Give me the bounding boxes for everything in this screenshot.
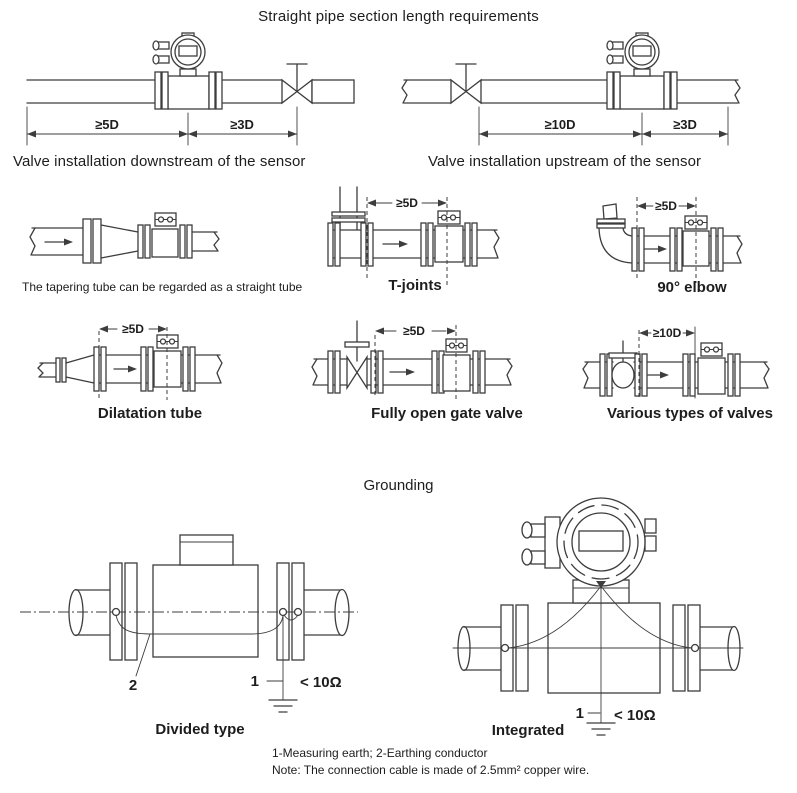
transmitter-head-icon	[607, 33, 659, 69]
dimension-lines	[99, 322, 167, 336]
flow-meter-sensor	[435, 211, 463, 262]
dimension-lines	[637, 199, 696, 213]
figure-grounding-divided	[0, 500, 400, 750]
dim-label-5d: ≥5D	[396, 196, 418, 210]
figure-grounding-integrated	[398, 485, 797, 753]
dimension-lines	[375, 324, 456, 338]
dimension-lines	[367, 196, 447, 210]
flow-meter-sensor	[698, 343, 725, 394]
figure-90-elbow	[580, 185, 795, 290]
flow-meter-sensor	[153, 33, 222, 109]
caption-90-elbow: 90° elbow	[657, 279, 727, 296]
transmitter-head-icon	[153, 33, 205, 69]
figure-valve-downstream	[10, 33, 375, 151]
resistance-label: < 10Ω	[614, 707, 656, 724]
flow-arrow	[383, 241, 408, 248]
label-measuring-earth: 1	[575, 705, 584, 722]
caption-valve-downstream: Valve installation downstream of the sensor	[13, 153, 306, 170]
flow-arrow	[390, 369, 415, 376]
pipe	[192, 232, 219, 251]
figure-gate-valve	[310, 305, 580, 405]
caption-various-valves: Various types of valves	[607, 405, 773, 422]
valve-icon	[451, 64, 481, 103]
caption-integrated: Integrated	[491, 722, 565, 739]
valve-icon	[282, 64, 354, 103]
dim-label-5d: ≥5D	[95, 117, 119, 132]
page-title: Straight pipe section length requirements	[258, 8, 539, 25]
label-earthing-conductor: 2	[128, 677, 138, 694]
figure-t-joints	[315, 185, 585, 290]
caption-gate-valve: Fully open gate valve	[371, 405, 523, 422]
dim-label-3d: ≥3D	[230, 117, 254, 132]
resistance-label: < 10Ω	[300, 674, 342, 691]
dim-label-5d: ≥5D	[655, 199, 677, 213]
caption-dilatation-tube: Dilatation tube	[97, 405, 203, 422]
label-measuring-earth: 1	[250, 673, 259, 690]
figure-various-valves	[580, 305, 795, 405]
flow-meter-sensor	[607, 33, 677, 109]
dim-label-10d: ≥10D	[652, 326, 682, 340]
dimension-lines	[27, 107, 297, 145]
dimension-lines	[479, 107, 728, 145]
pipe	[38, 363, 56, 377]
flow-arrow	[45, 239, 73, 246]
grounding-title: Grounding	[363, 477, 434, 494]
dim-label-5d: ≥5D	[122, 322, 144, 336]
dim-label-3d: ≥3D	[673, 117, 697, 132]
figure-tapering-tube	[10, 192, 310, 287]
grounding-legend: 1-Measuring earth; 2-Earthing conductor	[272, 746, 488, 760]
globe-valve-icon	[609, 341, 637, 388]
gate-valve-icon	[345, 321, 369, 388]
caption-valve-upstream: Valve installation upstream of the sensor	[428, 153, 702, 170]
flow-arrow	[648, 372, 669, 379]
caption-divided-type: Divided type	[155, 721, 245, 738]
caption-t-joints: T-joints	[388, 277, 442, 294]
caption-tapering-tube: The tapering tube can be regarded as a straight tube	[22, 280, 303, 294]
dimension-lines	[639, 326, 695, 340]
figure-valve-upstream	[398, 33, 768, 151]
flow-arrow	[114, 366, 137, 373]
dim-label-10d: ≥10D	[544, 117, 576, 132]
sensor-body	[153, 535, 258, 657]
taper-cone	[101, 225, 138, 258]
cable-note: Note: The connection cable is made of 2.5mm² copper wire.	[272, 763, 590, 777]
figure-dilatation-tube	[20, 305, 280, 405]
taper-cone	[66, 355, 94, 383]
flow-arrow	[644, 246, 667, 253]
flow-meter-sensor	[152, 213, 178, 257]
dim-label-5d: ≥5D	[403, 324, 425, 338]
elbow	[597, 204, 632, 263]
transmitter-head-icon	[522, 498, 656, 603]
